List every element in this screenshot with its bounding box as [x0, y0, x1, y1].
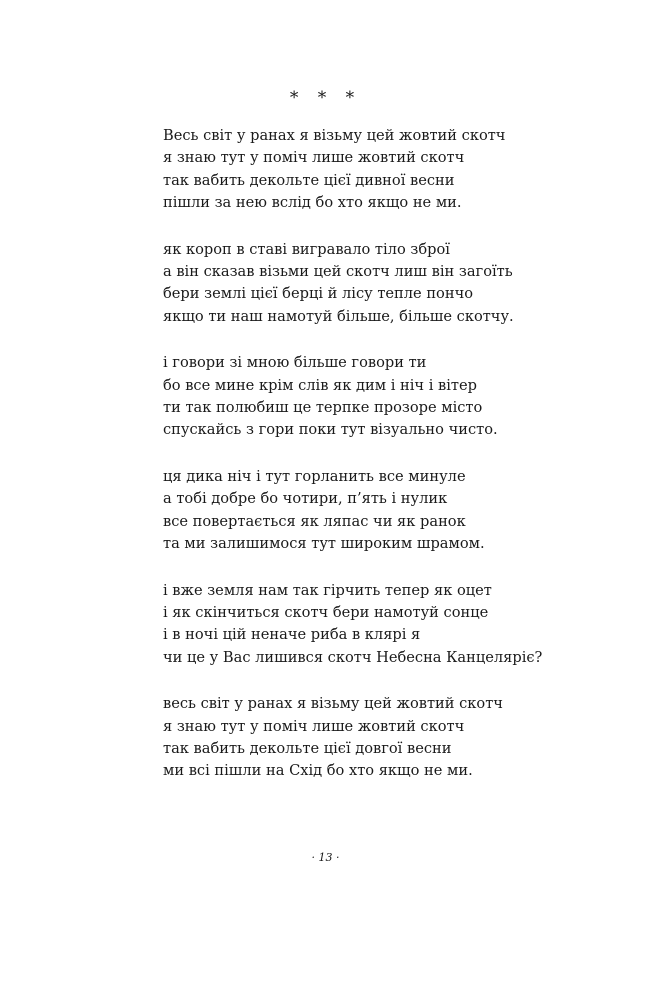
- poem-line: і говори зі мною більше говори ти: [163, 354, 427, 372]
- poem-line: пішли за нею вслід бо хто якщо не ми.: [163, 194, 462, 212]
- poem-line: бери землі цієї берці й лісу тепле пончо: [163, 285, 474, 303]
- poem: [163, 125, 643, 807]
- stanza: [163, 352, 643, 442]
- stanza: [163, 125, 643, 215]
- poem-line: я знаю тут у поміч лише жовтий скотч: [163, 717, 465, 735]
- poem-line: бо все мине крім слів як дим і ніч і вітер: [163, 376, 477, 394]
- poem-line: Весь світ у ранах я візьму цей жовтий скотч: [163, 127, 506, 144]
- poem-line: ти так полюбиш це терпке прозоре місто: [163, 399, 483, 417]
- poem-line: а він сказав візьми цей скотч лиш він загоїть: [163, 263, 513, 281]
- page-number: · 13 ·: [311, 851, 340, 864]
- poem-line: та ми залишимося тут широким шрамом.: [163, 535, 485, 553]
- section-separator: * * *: [289, 88, 362, 108]
- poem-line: спускайсь з гори поки тут візуально чисто.: [163, 421, 498, 439]
- poem-line: а тобі добре бо чотири, п’ять і нулик: [163, 490, 448, 508]
- poem-line: все повертається як ляпас чи як ранок: [163, 512, 466, 530]
- poem-line: якщо ти наш намотуй більше, більше скотчу.: [163, 307, 514, 325]
- poem-line: і в ночі цій неначе риба в клярі я: [163, 626, 421, 644]
- poem-line: ця дика ніч і тут горланить все минуле: [163, 467, 466, 485]
- poem-line: чи це у Вас лишився скотч Небесна Канцеляріє?: [163, 648, 543, 666]
- stanza: [163, 580, 643, 670]
- poem-line: весь світ у ранах я візьму цей жовтий скотч: [163, 695, 503, 713]
- poem-line: так вабить декольте цієї довгої весни: [163, 739, 452, 757]
- stanza: [163, 693, 643, 783]
- poem-line: ми всі пішли на Схід бо хто якщо не ми.: [163, 762, 473, 780]
- poem-line: і як скінчиться скотч бери намотуй сонце: [163, 603, 489, 621]
- poem-line: як короп в ставі вигравало тіло зброї: [163, 240, 450, 258]
- poem-line: я знаю тут у поміч лише жовтий скотч: [163, 149, 465, 167]
- stanza: [163, 466, 643, 556]
- poem-line: і вже земля нам так гірчить тепер як оцет: [163, 581, 492, 599]
- stanza: [163, 239, 643, 329]
- poem-line: так вабить декольте цієї дивної весни: [163, 171, 455, 189]
